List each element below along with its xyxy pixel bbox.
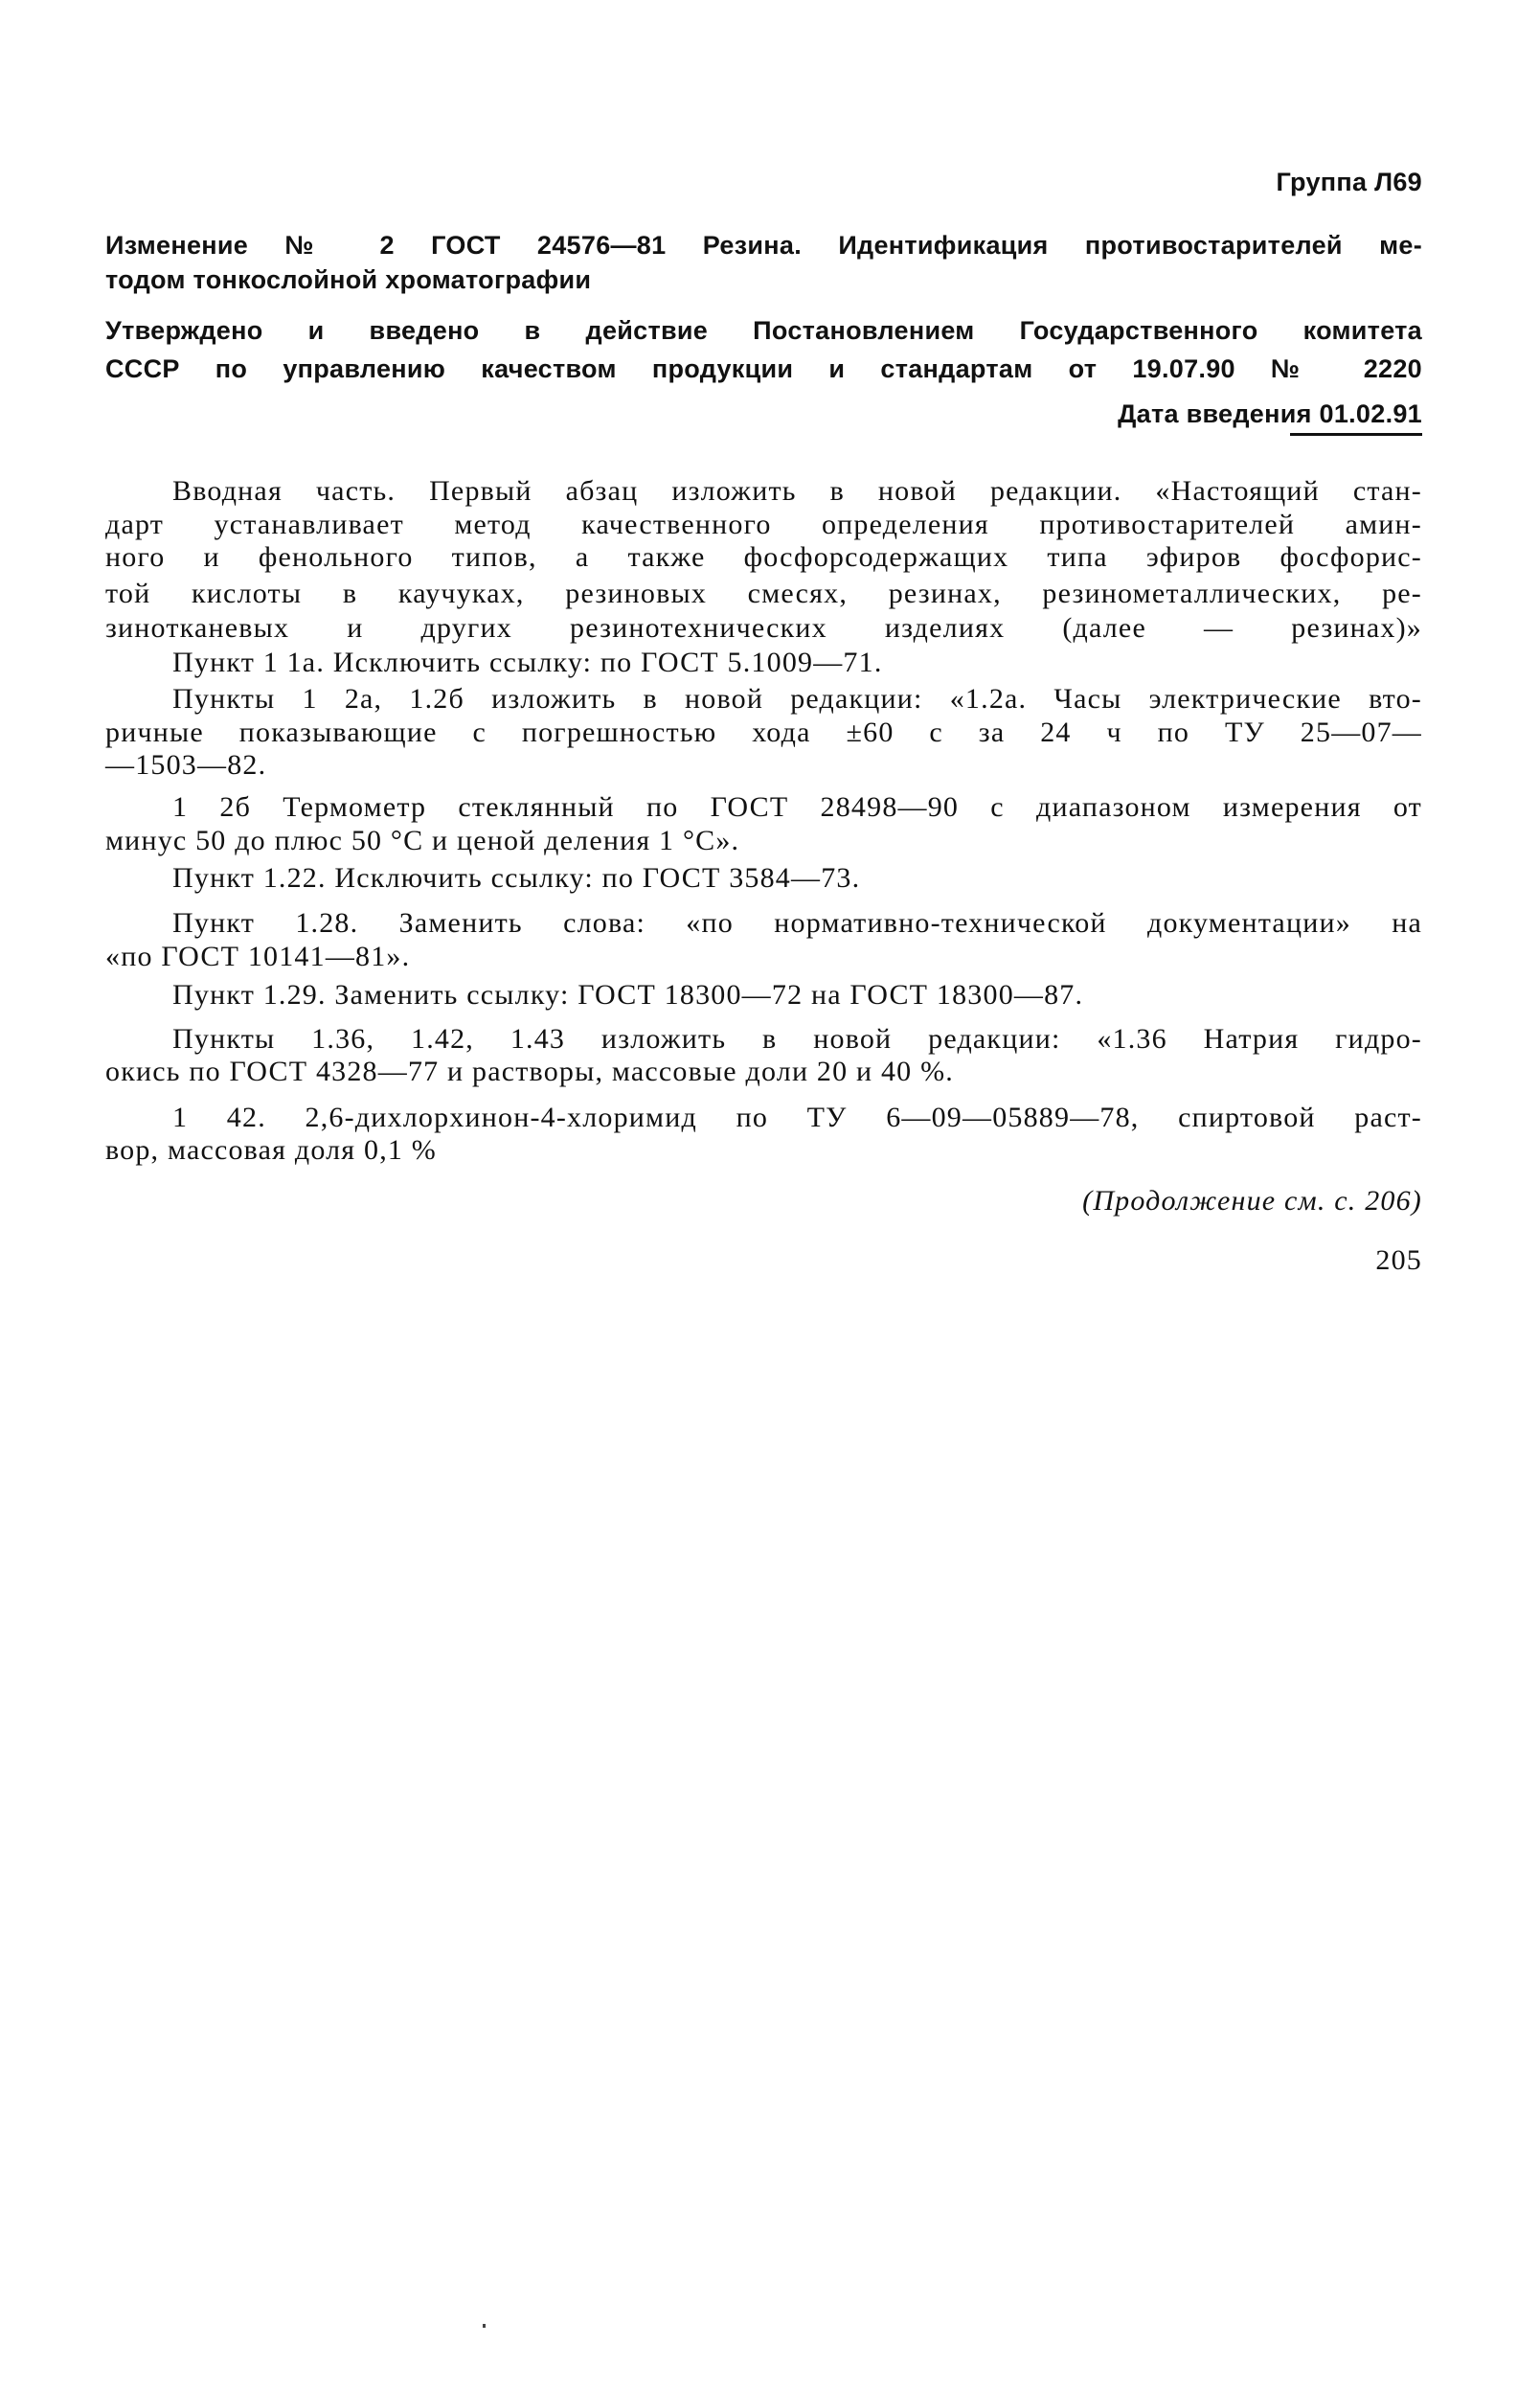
paragraph-1-1a: Пункт 1 1а. Исключить ссылку: по ГОСТ 5.1009—71. bbox=[172, 647, 883, 678]
text-line: 1 42. 2,6-дихлорхинон-4-хлоримид по ТУ 6—09—05889—78, спиртовой раст- bbox=[172, 1102, 1422, 1133]
text-line: ричные показывающие с погрешностью хода ±60 с за 24 ч по ТУ 25—07— bbox=[105, 717, 1422, 748]
group-code: Группа Л69 bbox=[1276, 168, 1422, 196]
text-line: вор, массовая доля 0,1 % bbox=[105, 1134, 437, 1166]
paragraph-1-29: Пункт 1.29. Заменить ссылку: ГОСТ 18300—72 на ГОСТ 18300—87. bbox=[172, 979, 1084, 1011]
date-underline bbox=[1290, 433, 1422, 436]
text-line: 1 2б Термометр стеклянный по ГОСТ 28498—90 с диапазоном измерения от bbox=[172, 791, 1422, 823]
text-line: минус 50 до плюс 50 °С и ценой деления 1 °С». bbox=[105, 825, 740, 856]
effective-date bbox=[105, 398, 1422, 430]
text-line: той кислоты в каучуках, резиновых смесях, резинах, резинометаллических, ре- bbox=[105, 578, 1422, 609]
effective-date-label: Дата введения bbox=[1118, 399, 1320, 428]
effective-date-value: 01.02.91 bbox=[1319, 399, 1422, 428]
text-line: «по ГОСТ 10141—81». bbox=[105, 941, 411, 972]
text-line: Пункт 1.28. Заменить слова: «по нормативно-технической документации» на bbox=[172, 907, 1422, 939]
text-line: —1503—82. bbox=[105, 749, 267, 781]
continuation-note: (Продолжение см. с. 206) bbox=[1082, 1185, 1422, 1217]
text-line: окись по ГОСТ 4328—77 и растворы, массовые доли 20 и 40 %. bbox=[105, 1056, 954, 1087]
approval-line: Утверждено и введено в действие Постановлением Государственного комитета bbox=[105, 316, 1422, 345]
text-line: Пункты 1 2а, 1.2б изложить в новой редакции: «1.2а. Часы электрические вто- bbox=[172, 683, 1422, 715]
text-line: дарт устанавливает метод качественного определения противостарителей амин- bbox=[105, 509, 1422, 540]
approval-line: СССР по управлению качеством продукции и стандартам от 19.07.90 № 2220 bbox=[105, 354, 1422, 383]
page-number: 205 bbox=[1375, 1244, 1422, 1276]
scan-speck bbox=[483, 2324, 486, 2328]
text-line: зинотканевых и других резинотехнических изделиях (далее — резинах)» bbox=[105, 612, 1422, 644]
title-line: тодом тонкослойной хроматографии bbox=[105, 265, 592, 294]
text-line: Пункты 1.36, 1.42, 1.43 изложить в новой редакции: «1.36 Натрия гидро- bbox=[172, 1023, 1422, 1055]
paragraph-1-22: Пункт 1.22. Исключить ссылку: по ГОСТ 3584—73. bbox=[172, 862, 861, 894]
text-line: Вводная часть. Первый абзац изложить в новой редакции. «Настоящий стан- bbox=[172, 475, 1422, 507]
text-line: ного и фенольного типов, а также фосфорсодержащих типа эфиров фосфорис- bbox=[105, 541, 1422, 573]
title-line: Изменение № 2 ГОСТ 24576—81 Резина. Идентификация противостарителей ме- bbox=[105, 231, 1422, 260]
